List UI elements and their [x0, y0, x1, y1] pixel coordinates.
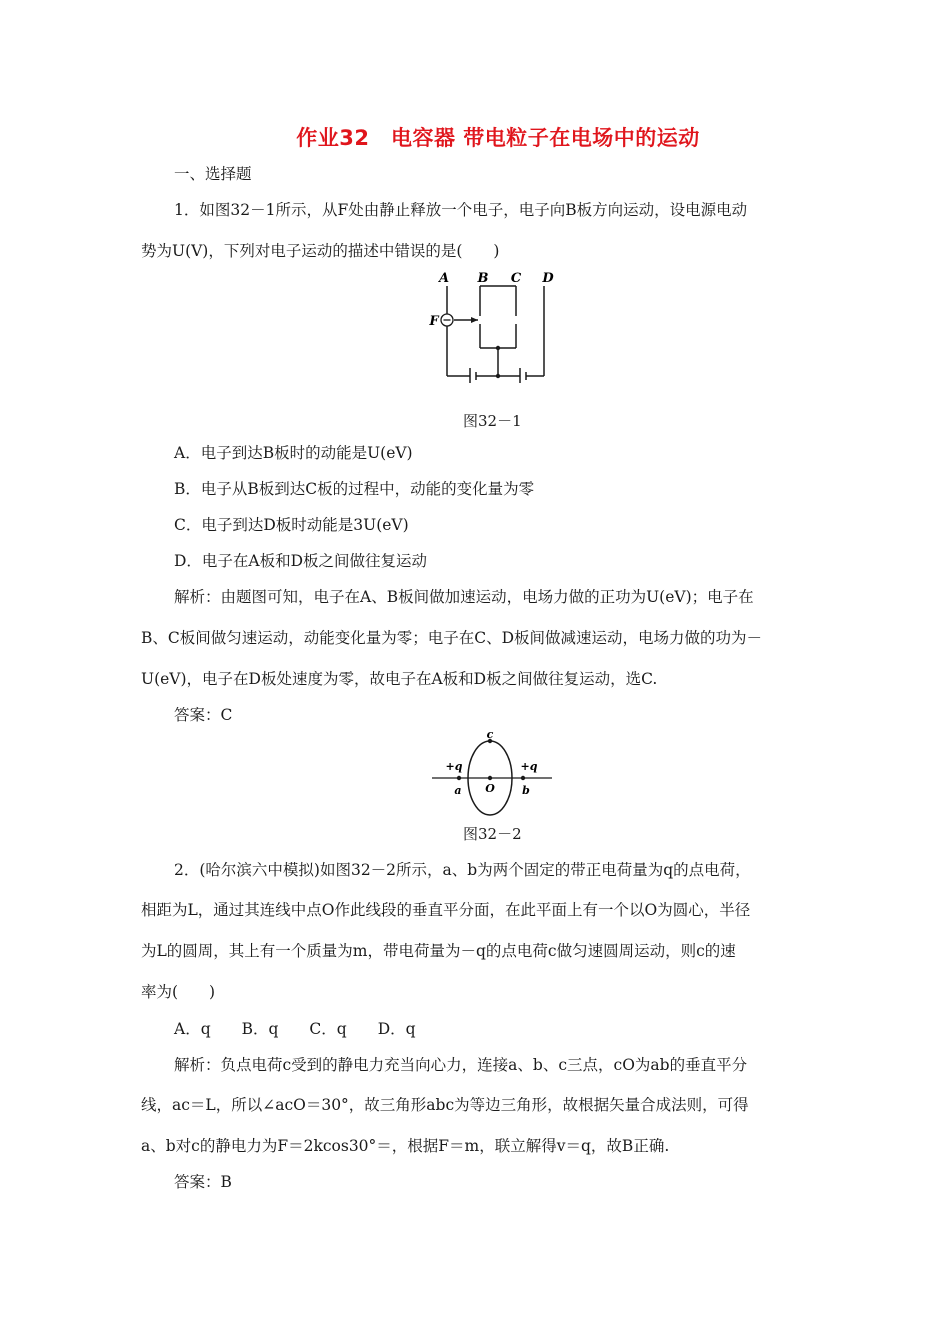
option-a: A．电子到达B板时的动能是U(eV)	[174, 444, 413, 462]
label-charge-left: +q	[445, 760, 463, 773]
figure-caption: 图32－2	[463, 825, 522, 843]
figure-32-1-diagram	[420, 268, 560, 383]
figure-32-2-diagram	[428, 730, 558, 820]
q1-stem-line: 势为U(V)，下列对电子运动的描述中错误的是( )	[141, 242, 500, 260]
label-plate-a: A	[438, 271, 450, 286]
q2-options: A．q B．q C．q D．q	[174, 1020, 416, 1038]
label-plate-b: B	[477, 271, 489, 286]
q2-analysis-line: a、b对c的静电力为F＝2kcos30°＝，根据F＝m，联立解得v＝q，故B正确.	[141, 1137, 670, 1155]
section-heading: 一、选择题	[174, 165, 252, 183]
q2-analysis-line: 解析：负点电荷c受到的静电力充当向心力，连接a、b、c三点，cO为ab的垂直平分	[174, 1056, 748, 1074]
option-c: C．电子到达D板时动能是3U(eV)	[174, 516, 409, 534]
q1-analysis-line: U(eV)，电子在D板处速度为零，故电子在A板和D板之间做往复运动，选C.	[141, 670, 658, 688]
figure-caption: 图32－1	[463, 412, 522, 430]
q2-analysis-line: 线，ac＝L，所以∠acO＝30°，故三角形abc为等边三角形，故根据矢量合成法则，可得	[141, 1096, 749, 1114]
label-point-f: F	[429, 314, 439, 329]
q1-stem-line: 1．如图32－1所示，从F处由静止释放一个电子，电子向B板方向运动，设电源电动	[174, 201, 748, 219]
option-d: D．电子在A板和D板之间做往复运动	[174, 552, 428, 570]
label-plate-d: D	[542, 271, 554, 286]
label-plate-c: C	[510, 271, 522, 286]
q1-answer: 答案：C	[174, 706, 233, 724]
option-b: B．电子从B板到达C板的过程中，动能的变化量为零	[174, 480, 535, 498]
q2-stem-line: 为L的圆周，其上有一个质量为m，带电荷量为－q的点电荷c做匀速圆周运动，则c的速	[141, 942, 736, 960]
q2-stem-line: 率为( )	[141, 983, 216, 1001]
q1-analysis-line: 解析：由题图可知，电子在A、B板间做加速运动，电场力做的正功为U(eV)；电子在	[174, 588, 754, 606]
q2-stem-line: 2．(哈尔滨六中模拟)如图32－2所示，a、b为两个固定的带正电荷量为q的点电荷，	[174, 861, 751, 879]
label-charge-c: c	[486, 730, 494, 741]
q2-answer: 答案：B	[174, 1173, 232, 1191]
label-charge-right: +q	[520, 760, 538, 773]
q2-stem-line: 相距为L，通过其连线中点O作此线段的垂直平分面，在此平面上有一个以O为圆心，半径	[141, 901, 751, 919]
label-center-o: O	[485, 782, 495, 795]
q1-analysis-line: B、C板间做匀速运动，动能变化量为零；电子在C、D板间做减速运动，电场力做的功为－	[141, 629, 763, 647]
page-title: 作业32 电容器 带电粒子在电场中的运动	[296, 126, 700, 150]
label-point-a: a	[454, 784, 462, 797]
label-point-b: b	[522, 784, 530, 797]
